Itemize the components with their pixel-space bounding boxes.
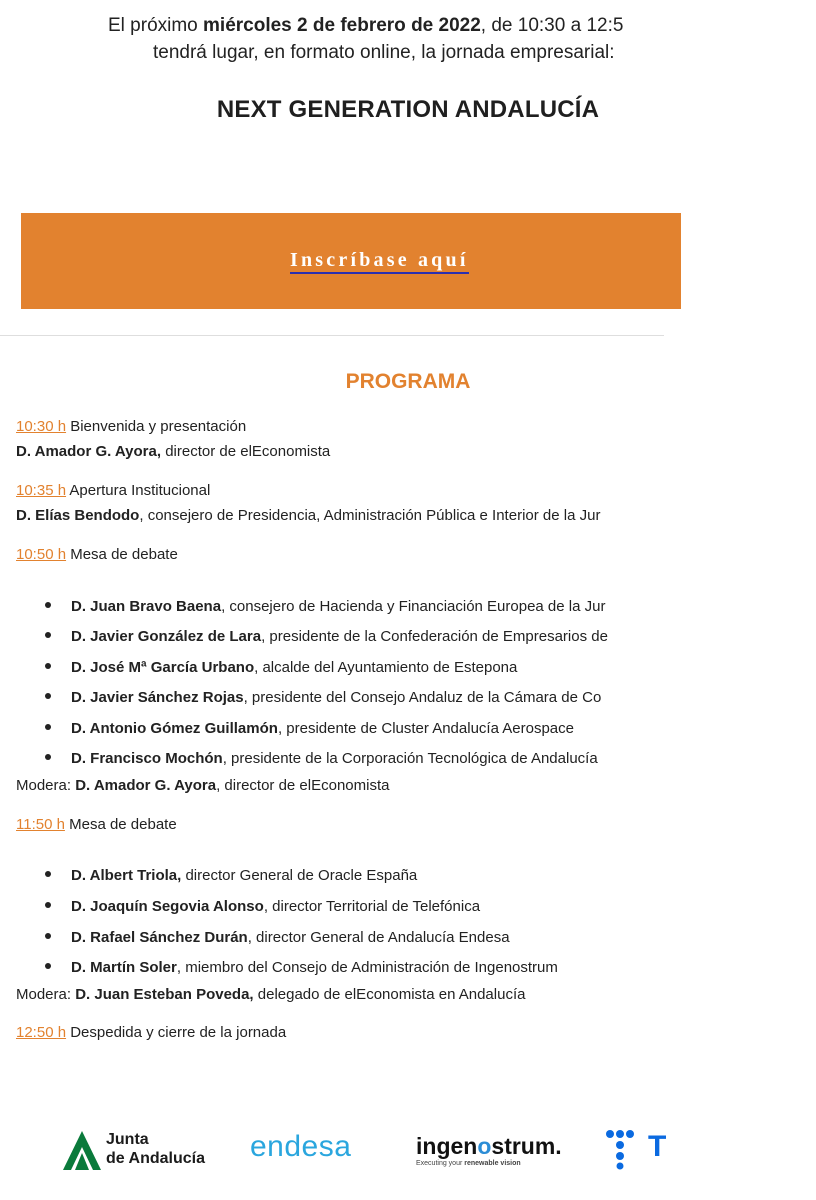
ingenostrum-logo: ingenostrum. Executing your renewable vision xyxy=(416,1133,562,1167)
list-item: D. Francisco Mochón, presidente de la Corporación Tecnológica de Andalucía xyxy=(45,750,598,767)
bullet-icon xyxy=(45,754,51,760)
intro-line-2: tendrá lugar, en formato online, la jornada empresarial: xyxy=(153,42,615,63)
bullet-icon xyxy=(45,693,51,699)
time-link[interactable]: 11:50 h xyxy=(16,816,65,833)
time-link[interactable]: 10:30 h xyxy=(16,418,67,435)
register-banner xyxy=(21,213,681,309)
time-link[interactable]: 10:35 h xyxy=(16,482,67,499)
list-item: D. Javier González de Lara, presidente de la Confederación de Empresarios de xyxy=(45,628,608,645)
sponsor-logos xyxy=(0,1120,667,1180)
event-title: NEXT GENERATION ANDALUCÍA xyxy=(216,96,600,123)
divider xyxy=(0,335,664,336)
telefonica-logo: T xyxy=(604,1128,664,1174)
time-link[interactable]: 12:50 h xyxy=(16,1024,67,1041)
bullet-icon xyxy=(45,632,51,638)
programa-heading: PROGRAMA xyxy=(345,370,471,393)
moderator-line: Modera: D. Amador G. Ayora, director de elEconomista xyxy=(16,777,390,794)
telefonica-dots-icon xyxy=(604,1128,640,1170)
schedule-item-1035: 10:35 h Apertura Institucional xyxy=(16,482,211,499)
intro-line-1: El próximo miércoles 2 de febrero de 2022, de 10:30 a 12:5 xyxy=(108,15,624,36)
time-link[interactable]: 10:50 h xyxy=(16,546,67,563)
list-item: D. Joaquín Segovia Alonso, director Territorial de Telefónica xyxy=(45,898,480,915)
bullet-icon xyxy=(45,871,51,877)
junta-emblem-icon xyxy=(60,1129,104,1173)
bullet-icon xyxy=(45,963,51,969)
schedule-item-1030: 10:30 h Bienvenida y presentación xyxy=(16,418,247,435)
endesa-logo: endesa xyxy=(250,1130,352,1163)
bullet-icon xyxy=(45,902,51,908)
list-item: D. Juan Bravo Baena, consejero de Hacienda y Financiación Europea de la Jur xyxy=(45,598,605,615)
bullet-icon xyxy=(45,933,51,939)
list-item: D. Javier Sánchez Rojas, presidente del Consejo Andaluz de la Cámara de Co xyxy=(45,689,601,706)
list-item: D. Martín Soler, miembro del Consejo de Administración de Ingenostrum xyxy=(45,959,558,976)
junta-de-andalucia-logo: Junta de Andalucía xyxy=(60,1126,230,1176)
moderator-line: Modera: D. Juan Esteban Poveda, delegado de elEconomista en Andalucía xyxy=(16,986,526,1003)
list-item: D. José Mª García Urbano, alcalde del Ayuntamiento de Estepona xyxy=(45,659,517,676)
bullet-icon xyxy=(45,724,51,730)
speaker-line: D. Amador G. Ayora, director de elEconomista xyxy=(16,443,331,460)
list-item: D. Albert Triola, director General de Oracle España xyxy=(45,867,417,884)
register-link[interactable]: Inscríbase aquí xyxy=(290,249,469,274)
bullet-icon xyxy=(45,663,51,669)
list-item: D. Antonio Gómez Guillamón, presidente de Cluster Andalucía Aerospace xyxy=(45,720,574,737)
speaker-line: D. Elías Bendodo, consejero de Presidencia, Administración Pública e Interior de la Jur xyxy=(16,507,601,524)
schedule-item-1150: 11:50 h Mesa de debate xyxy=(16,816,177,833)
schedule-item-1250: 12:50 h Despedida y cierre de la jornada xyxy=(16,1024,287,1041)
schedule-item-1050: 10:50 h Mesa de debate xyxy=(16,546,178,563)
list-item: D. Rafael Sánchez Durán, director General de Andalucía Endesa xyxy=(45,929,510,946)
bullet-icon xyxy=(45,602,51,608)
